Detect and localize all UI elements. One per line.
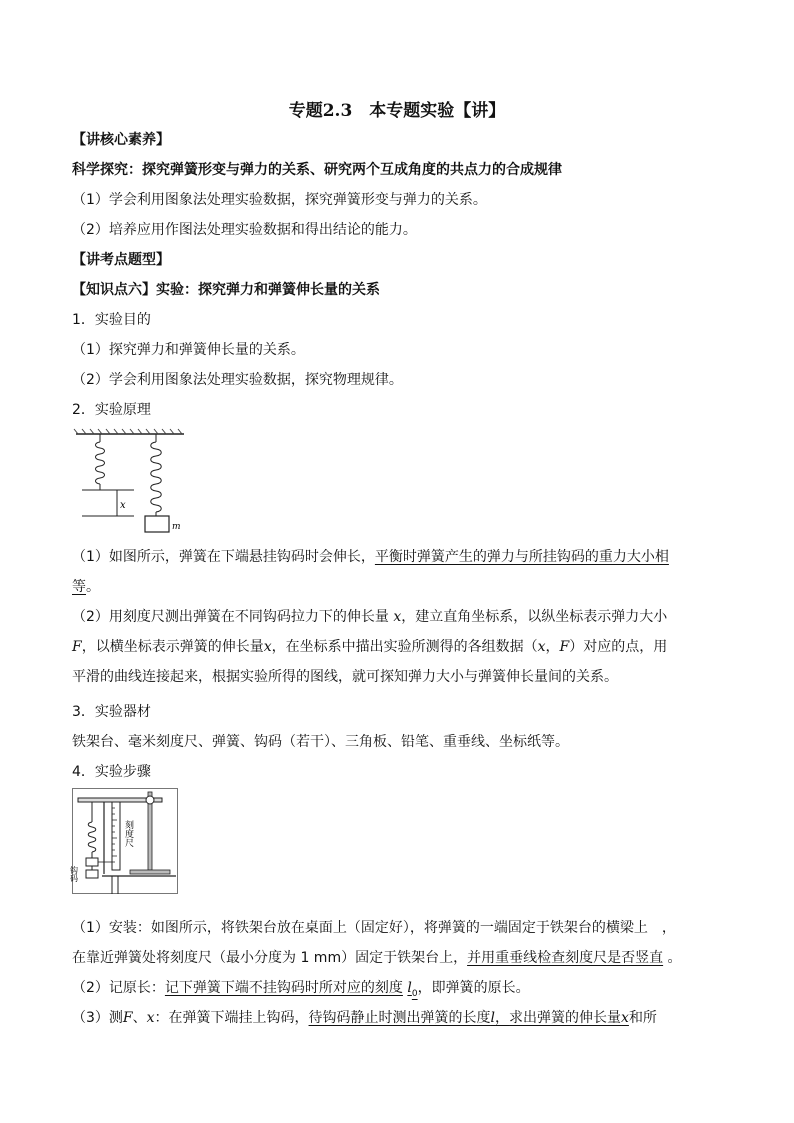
ruler-label: 刻度尺 — [123, 820, 133, 847]
topic-heading: 【讲考点题型】 — [72, 252, 170, 268]
section-equipment-heading: 3．实验器材 — [72, 704, 151, 720]
section-purpose-heading: 1．实验目的 — [72, 312, 151, 328]
principle-para-1-cont: 等。 — [72, 579, 100, 595]
mass-label: m — [172, 522, 181, 532]
spring-unloaded — [96, 434, 105, 490]
hanging-weight — [145, 516, 169, 532]
equipment-list: 铁架台、毫米刻度尺、弹簧、钩码（若干）、三角板、铅笔、重垂线、坐标纸等。 — [72, 734, 569, 750]
principle-para-2-line-2: F，以横坐标表示弹簧的伸长量x，在坐标系中描出实验所测得的各组数据（x，F）对应的点，用 — [72, 639, 668, 655]
principle-para-2-line-3: 平滑的曲线连接起来，根据实验所得的图线，就可探知弹力大小与弹簧伸长量间的关系。 — [72, 669, 618, 685]
section-steps-heading: 4．实验步骤 — [72, 764, 151, 780]
core-literacy-heading: 【讲核心素养】 — [72, 132, 170, 148]
purpose-point-2: （2）学会利用图象法处理实验数据，探究物理规律。 — [72, 372, 403, 388]
steps-para-1-line-2: 在靠近弹簧处将刻度尺（最小分度为 1 mm）固定于铁架台上，并用重垂线检查刻度尺是否竖直 。 — [72, 950, 682, 966]
iron-stand-figure — [69, 788, 178, 894]
weight-label: 钩码 — [69, 866, 79, 882]
principle-para-2-line-1: （2）用刻度尺测出弹簧在不同钩码拉力下的伸长量 x，建立直角坐标系，以纵坐标表示弹力大小 — [72, 609, 668, 625]
principle-para-1: （1）如图所示，弹簧在下端悬挂钩码时会伸长，平衡时弹簧产生的弹力与所挂钩码的重力大小相 — [72, 549, 669, 565]
extension-label: x — [120, 500, 126, 511]
purpose-point-1: （1）探究弹力和弹簧伸长量的关系。 — [72, 342, 305, 358]
steps-para-2: （2）记原长：记下弹簧下端不挂钩码时所对应的刻度 $l_0$，即弹簧的原长。 — [72, 980, 530, 999]
knowledge-point-heading: 【知识点六】实验：探究弹力和弹簧伸长量的关系 — [72, 282, 380, 298]
steps-para-3: （3）测F、x：在弹簧下端挂上钩码，待钩码静止时测出弹簧的长度l，求出弹簧的伸长量x和所 — [72, 1010, 657, 1026]
spring-loaded — [151, 434, 162, 516]
page-title: 专题2.3 本专题实验【讲】 — [288, 101, 506, 121]
spring-principle-figure — [72, 428, 192, 538]
section-principle-heading: 2．实验原理 — [72, 402, 151, 418]
scientific-inquiry-line: 科学探究：探究弹簧形变与弹力的关系、研究两个互成角度的共点力的合成规律 — [72, 162, 562, 178]
ceiling-hatch — [74, 429, 184, 434]
steps-para-1-line-1: （1）安装：如图所示，将铁架台放在桌面上（固定好），将弹簧的一端固定于铁架台的横梁上 ， — [72, 920, 676, 936]
core-point-1: （1）学会利用图象法处理实验数据，探究弹簧形变与弹力的关系。 — [72, 192, 487, 208]
core-point-2: （2）培养应用作图法处理实验数据和得出结论的能力。 — [72, 222, 417, 238]
